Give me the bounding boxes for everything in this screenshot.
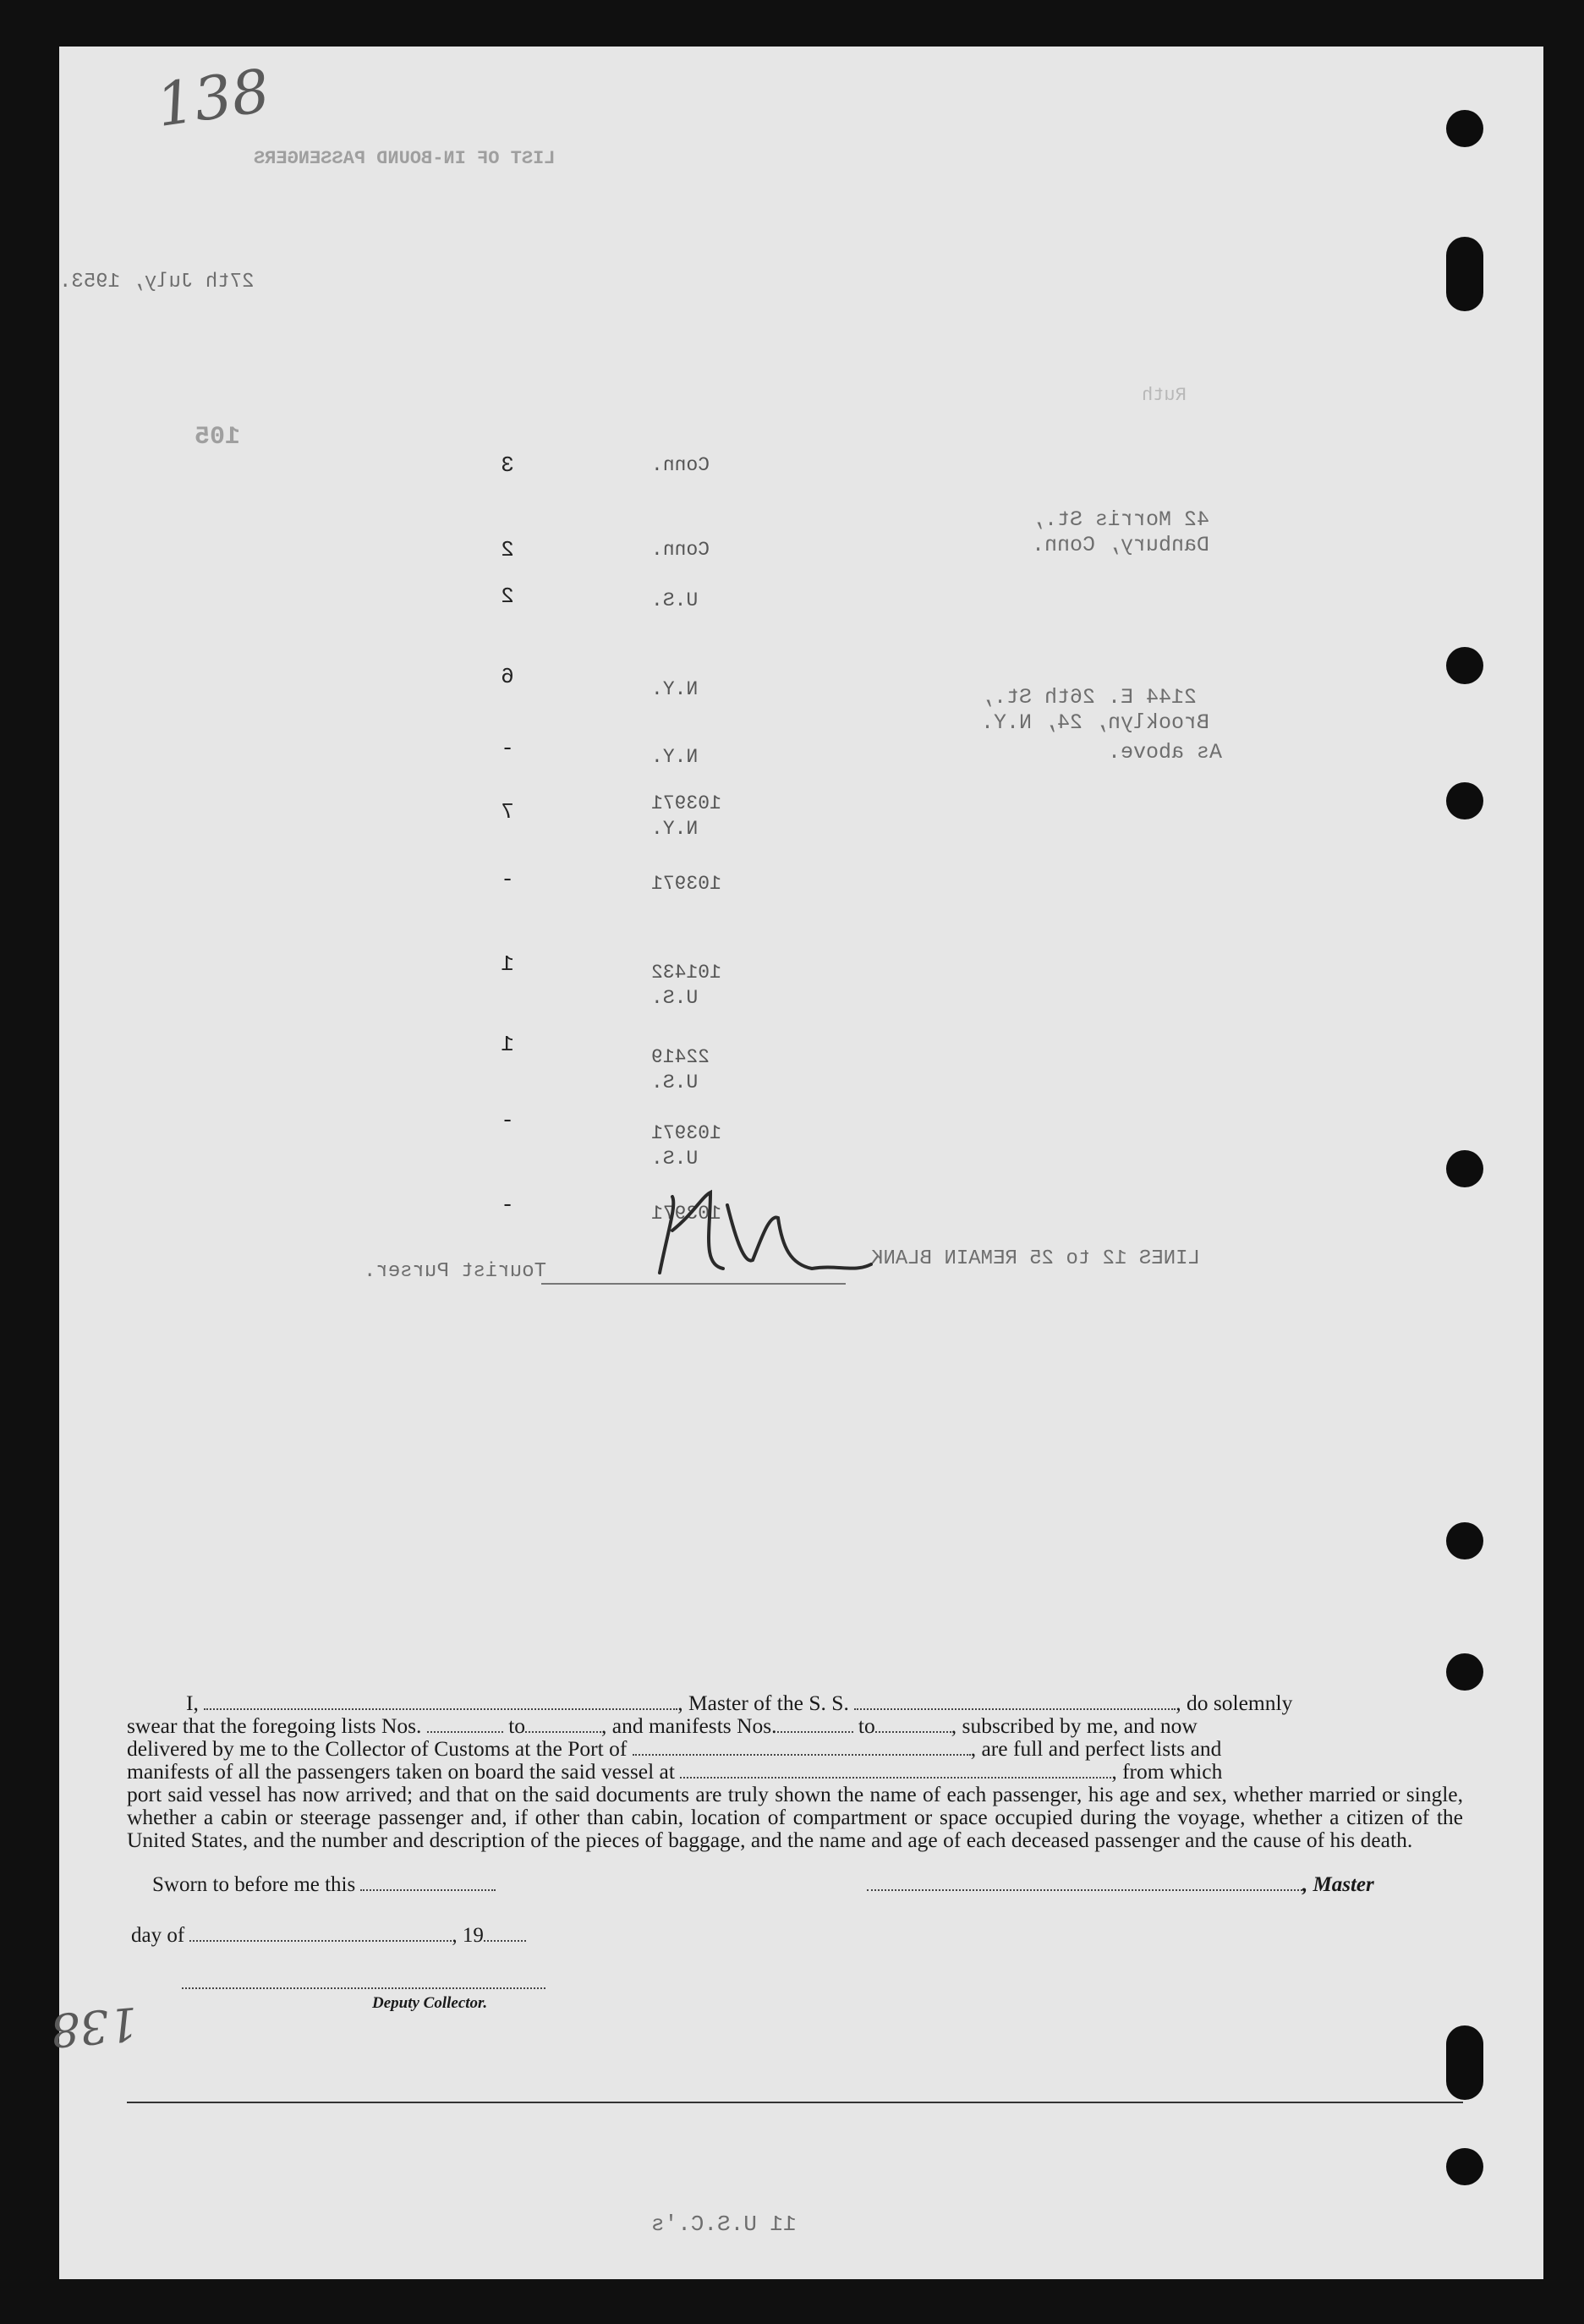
ship-name-blank — [854, 1708, 1176, 1710]
punch-hole — [1446, 1150, 1483, 1187]
oath-body: port said vessel has now arrived; and that on the said documents are truly shown the name of each passenger, his age and sex, whether married or single, whether a cabin or steerage passenger and, if other than cabin, location of compartment or space occupied during the voyage, whether a citizen of the United States, and the number and description of the pieces of baggage, and the name and age of each deceased passenger and the cause of his death. — [127, 1782, 1463, 1852]
oath-text: manifests of all the passengers taken on board the said vessel at — [127, 1759, 675, 1784]
embark-port-blank — [680, 1777, 1111, 1779]
bleed-row-code: 22419 U.S. — [651, 1046, 710, 1093]
bleed-row-code: N.Y. — [651, 678, 699, 700]
oath-text: to — [858, 1713, 875, 1738]
handwritten-signature — [643, 1180, 880, 1290]
punch-hole — [1446, 647, 1483, 684]
bleed-row-code: 103971 U.S. — [651, 1122, 721, 1170]
punch-hole — [1446, 2025, 1483, 2100]
oath-line-1 — [127, 1691, 1463, 1714]
bleed-row-number: 7 — [501, 799, 514, 825]
oath-line-2 — [127, 1714, 1463, 1737]
day-of-label: day of — [131, 1924, 185, 1947]
master-signature-blank — [867, 1889, 1302, 1891]
punch-hole — [1446, 2148, 1483, 2185]
bleed-row-number: 6 — [501, 664, 514, 689]
bleed-date: 27th July, 1953. — [59, 271, 255, 293]
handwritten-page-number: 138 — [151, 56, 274, 140]
oath-text: , subscribed by me, and now — [951, 1713, 1198, 1738]
sworn-date-blank — [360, 1889, 496, 1891]
bleed-address: Brooklyn, 24, N.Y. — [981, 710, 1210, 735]
list-from-blank — [427, 1731, 503, 1733]
oath-text: , and manifests Nos. — [601, 1713, 777, 1738]
bleed-row-number: - — [501, 1192, 514, 1218]
bleed-purser: Tourist Purser. — [364, 1260, 547, 1283]
bleed-row-number: 3 — [501, 452, 514, 478]
year-label: , 19 — [452, 1924, 484, 1947]
punch-hole — [1446, 782, 1483, 819]
oath-text: delivered by me to the Collector of Customs at the Port of — [127, 1736, 628, 1761]
handwritten-side-number: 138 — [48, 1996, 140, 2058]
oath-line-3 — [127, 1737, 1463, 1760]
bleed-row-number: - — [501, 1108, 514, 1133]
oath-text: , from which — [1111, 1759, 1223, 1784]
deputy-signature-line — [182, 1987, 545, 1989]
bleed-row-number: - — [501, 736, 514, 761]
bleed-row-code: 103971 — [651, 1203, 721, 1225]
bleed-row-number: - — [501, 867, 514, 892]
bleed-address: Ruth — [1142, 385, 1187, 406]
bleed-address: 2144 E. 26th St., — [981, 685, 1198, 710]
oath-text: to — [508, 1713, 526, 1738]
oath-text: , are full and perfect lists and — [970, 1736, 1222, 1761]
bleed-row-number: 2 — [501, 537, 514, 562]
bleed-row-number: 1 — [501, 951, 514, 977]
sworn-label: Sworn to before me this — [152, 1873, 356, 1896]
oath-text: , do solemnly — [1176, 1691, 1293, 1715]
punch-hole — [1446, 1653, 1483, 1691]
oath-text: swear that the foregoing lists Nos. — [127, 1713, 422, 1738]
bleed-row-code: 101432 U.S. — [651, 962, 721, 1009]
bleed-address: As above. — [1108, 740, 1223, 765]
bleed-row-number: 1 — [501, 1032, 514, 1057]
oath-line-4 — [127, 1760, 1463, 1783]
oath-block — [127, 1691, 1463, 1851]
master-label: , Master — [1302, 1873, 1374, 1896]
bottom-rule — [127, 2102, 1463, 2103]
punch-hole — [1446, 110, 1483, 147]
document-page — [48, 47, 1543, 2279]
port-blank — [633, 1754, 971, 1756]
deputy-collector-label: Deputy Collector. — [372, 1994, 488, 2012]
sworn-line — [152, 1873, 496, 1897]
bleed-row-code: N.Y. — [651, 746, 699, 768]
bleed-address: 42 Morris St., — [1032, 507, 1210, 532]
year-blank — [484, 1940, 526, 1942]
bleed-bottom-code: 11 U.S.C.'s — [651, 2212, 797, 2237]
day-of-line — [131, 1924, 526, 1948]
punch-hole — [1446, 1522, 1483, 1559]
manifest-from-blank — [777, 1731, 853, 1733]
bleed-row-number: 2 — [501, 584, 514, 609]
master-signature-line — [867, 1873, 1374, 1897]
bleed-row-code: Conn. — [651, 539, 710, 561]
manifest-to-blank — [875, 1731, 951, 1733]
bleed-remain-blank: LINES 12 to 25 REMAIN BLANK — [871, 1247, 1200, 1270]
bleed-row-code: 103971 — [651, 873, 721, 895]
oath-text: I, — [186, 1691, 199, 1715]
bleed-title: LIST OF IN-BOUND PASSENGERS — [254, 148, 556, 169]
bleed-page-number: 105 — [195, 423, 241, 452]
master-name-blank — [204, 1708, 677, 1710]
bleed-row-code: Conn. — [651, 454, 710, 476]
list-to-blank — [525, 1731, 601, 1733]
bleed-address: Danbury, Conn. — [1032, 533, 1210, 557]
oath-text: , Master of the S. S. — [677, 1691, 849, 1715]
bleed-row-code: U.S. — [651, 589, 699, 611]
bleed-row-code: 103971 N.Y. — [651, 792, 721, 840]
punch-hole — [1446, 237, 1483, 311]
day-of-blank — [189, 1940, 452, 1942]
